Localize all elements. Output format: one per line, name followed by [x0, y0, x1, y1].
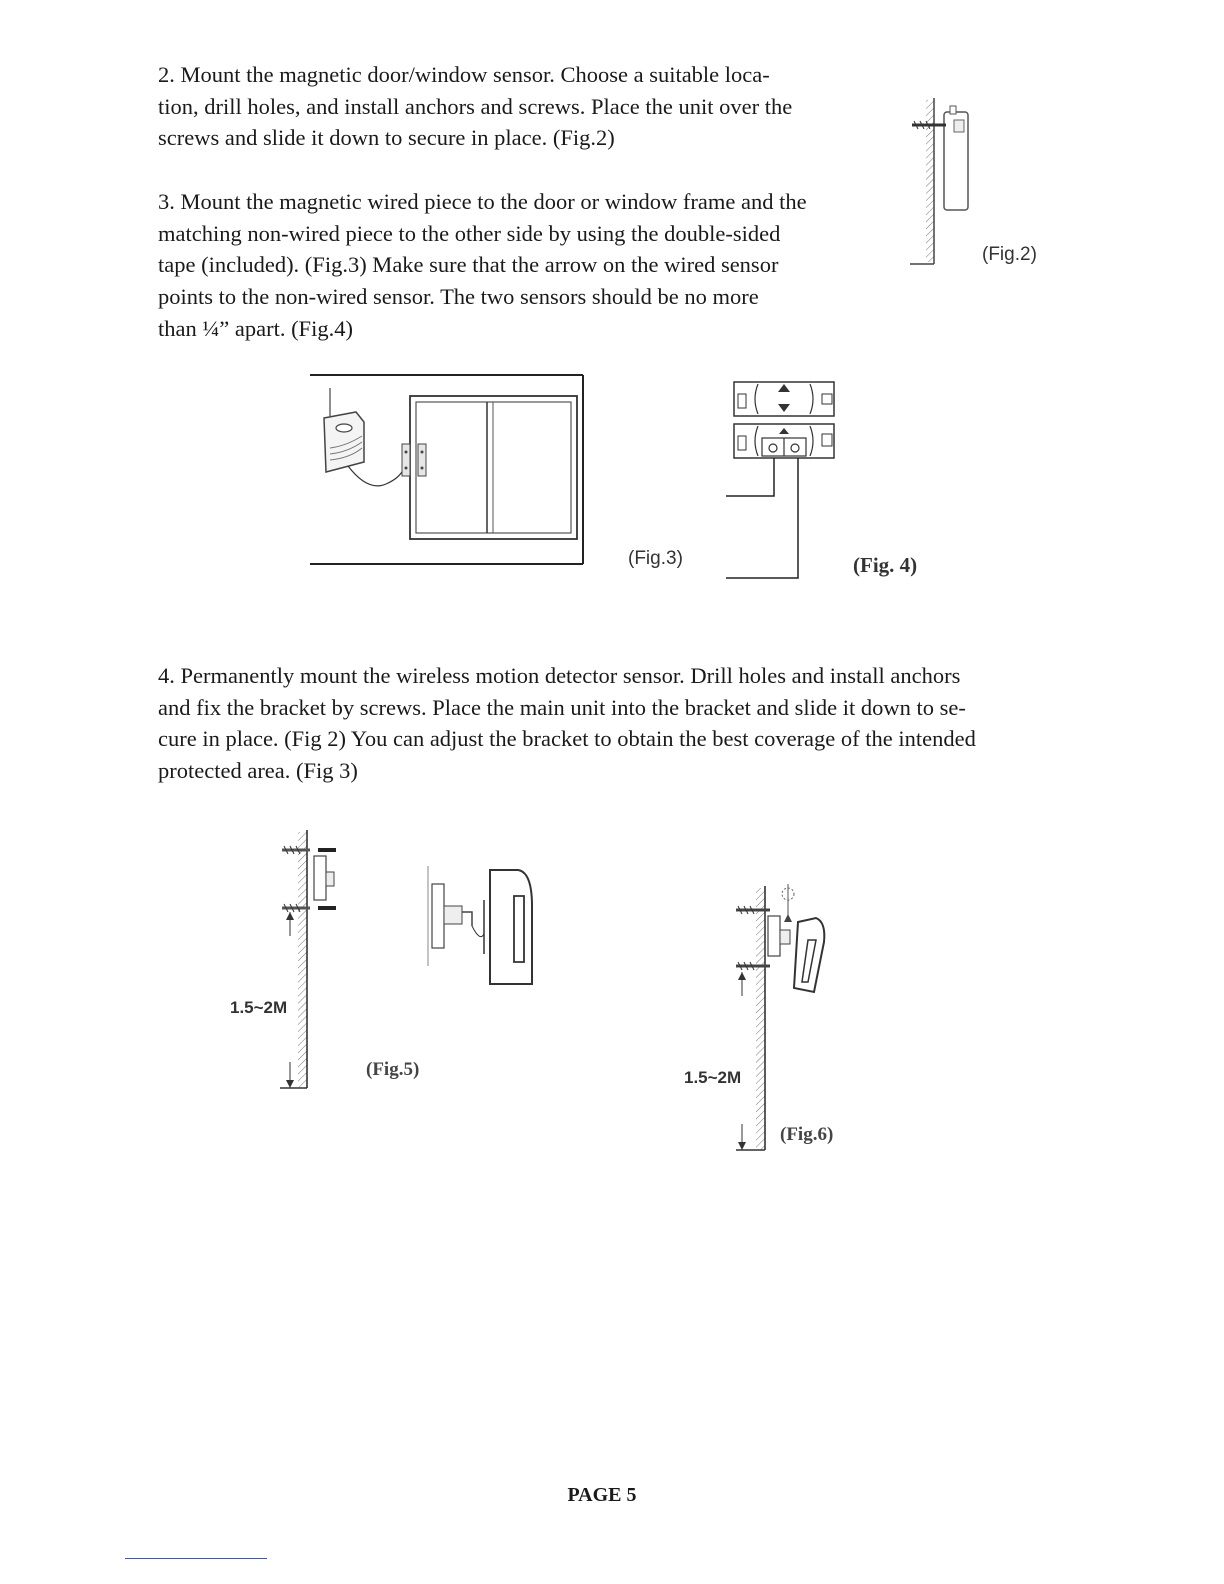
step3-line-1: 3. Mount the magnetic wired piece to the door or window frame and the: [158, 189, 807, 214]
step4-line-4: protected area. (Fig 3): [158, 758, 358, 784]
step3-line-4: points to the non-wired sensor. The two sensors should be no more: [158, 284, 759, 310]
footer-rule: [125, 1558, 267, 1559]
fig4-caption: (Fig. 4): [853, 553, 918, 577]
fig3-window-sensor-illustration: [308, 372, 588, 568]
fig5-motion-detector-mounting-illustration: [270, 826, 550, 1096]
fig2-caption: (Fig.2): [982, 244, 1037, 265]
step2-line-3: screws and slide it down to secure in place. (Fig.2): [158, 125, 615, 151]
fig5-height-label: 1.5~2M: [230, 998, 288, 1017]
fig2-wall-sensor-illustration: [900, 92, 990, 272]
step4-line-3: cure in place. (Fig 2) You can adjust the bracket to obtain the best coverage of the intended: [158, 726, 976, 752]
step3-line-2: matching non-wired piece to the other side by using the double-sided: [158, 220, 781, 246]
fig4-sensor-alignment-illustration: [722, 378, 842, 584]
fig6-caption: (Fig.6): [780, 1124, 834, 1145]
step3-line-5: than ¼” apart. (Fig.4): [158, 315, 353, 341]
step4-line-2: and fix the bracket by screws. Place the main unit into the bracket and slide it down to se-: [158, 694, 966, 720]
step2-line-2: tion, drill holes, and install anchors and screws. Place the unit over the: [158, 93, 793, 119]
step4-paragraph: [158, 660, 976, 787]
fig3-caption: (Fig.3): [628, 548, 683, 569]
step3-paragraph: [158, 186, 807, 345]
fig5-caption: (Fig.5): [366, 1059, 420, 1080]
step2-paragraph: [158, 59, 792, 154]
step4-line-1: 4. Permanently mount the wireless motion detector sensor. Drill holes and install anchors: [158, 663, 961, 688]
fig6-motion-detector-adjusted-illustration: [728, 878, 838, 1154]
fig6-height-label: 1.5~2M: [684, 1068, 742, 1087]
page-number: PAGE 5: [567, 1484, 637, 1506]
step3-line-3: tape (included). (Fig.3) Make sure that the arrow on the wired sensor: [158, 252, 779, 278]
step2-line-1: 2. Mount the magnetic door/window sensor. Choose a suitable loca-: [158, 62, 770, 87]
